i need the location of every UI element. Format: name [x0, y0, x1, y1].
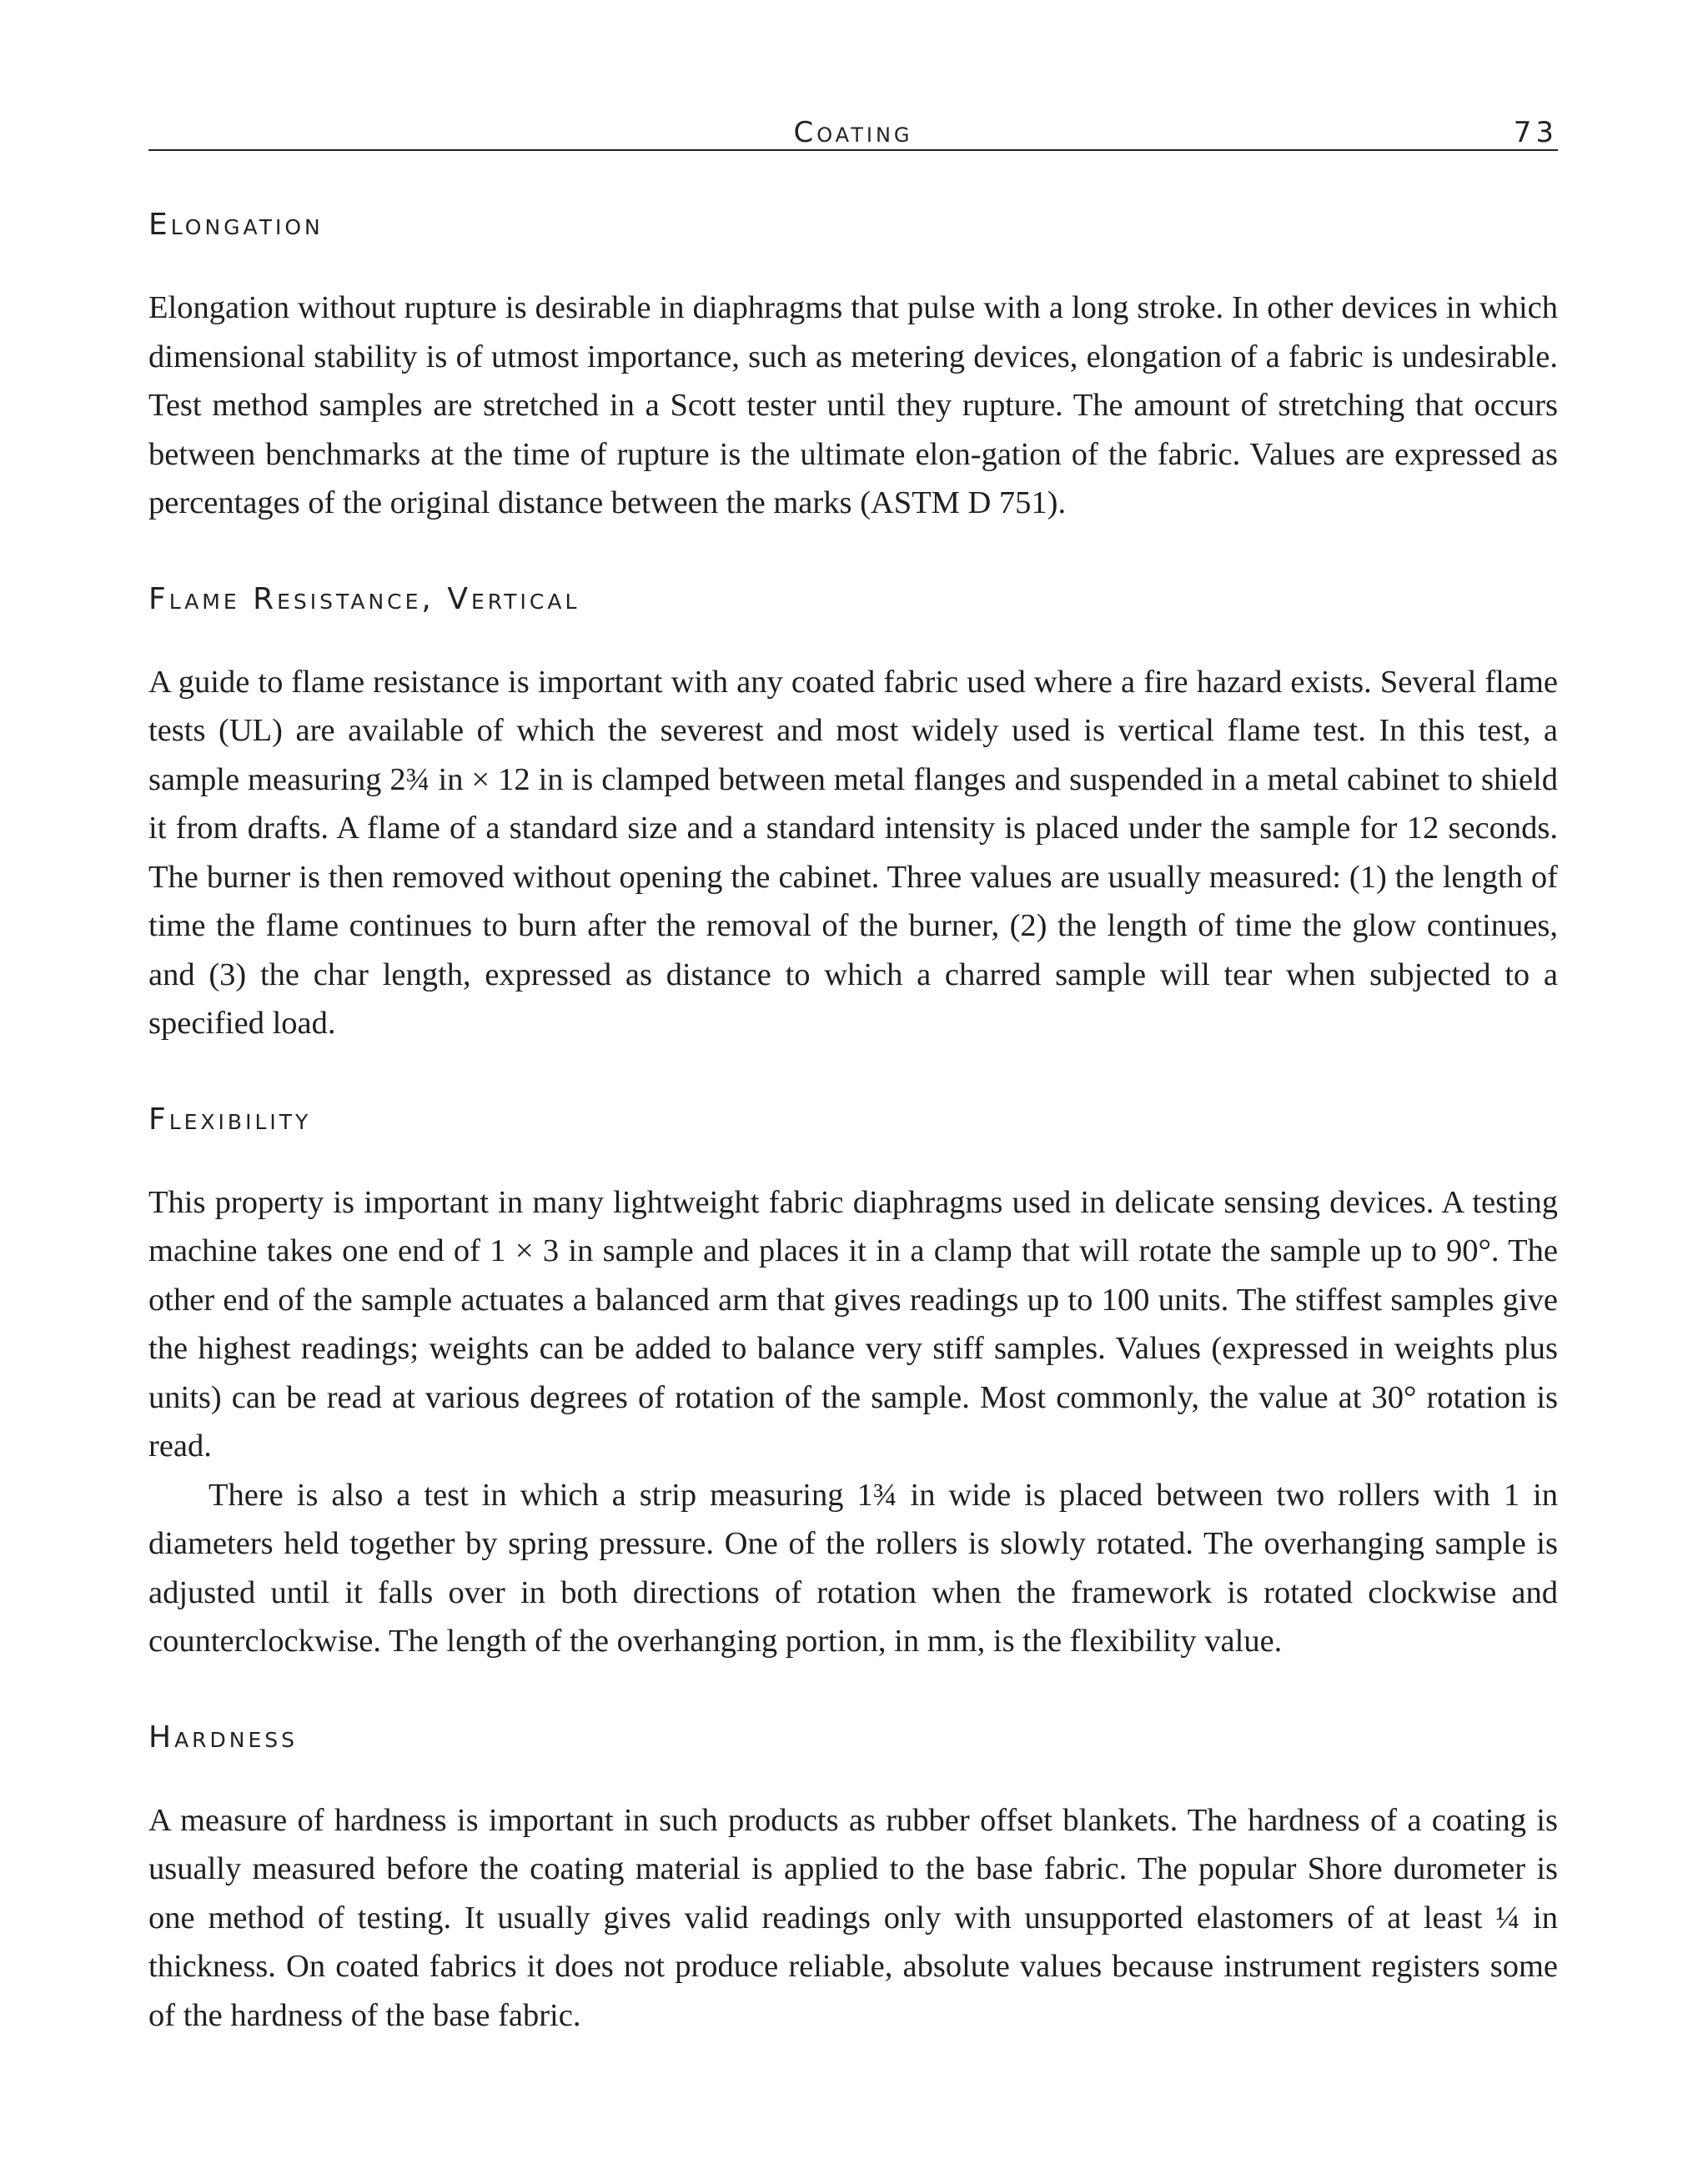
running-header — [148, 116, 1558, 151]
section-flexibility — [148, 1100, 1558, 1666]
section-hardness — [148, 1718, 1558, 2041]
section-heading: Elongation — [148, 208, 324, 242]
page-number: 73 — [1513, 116, 1558, 149]
section-paragraph: A measure of hardness is important in such products as rubber offset blankets. The hardness of a coating is usually measured before the coating material is applied to the base fabric. The popular Shore durometer is one method of testing. It usually gives valid readings only with unsupported elastomers of at least ¼ in thickness. On coated fabrics it does not produce reliable, absolute values because instrument registers some of the hardness of the base fabric. — [148, 1802, 1558, 2033]
section-paragraph: A guide to flame resistance is important with any coated fabric used where a fire hazard exists. Several flame tests (UL) are available of which the severest and most widely used is vertical flame test. In this test, a sample measuring 2¾ in × 12 in is clamped between metal flanges and suspended in a metal cabinet to shield it from drafts. A flame of a standard size and a standard intensity is placed under the sample for 12 seconds. The burner is then removed without opening the cabinet. Three values are usually measured: (1) the length of time the flame continues to burn after the removal of the burner, (2) the length of time the glow continues, and (3) the char length, expressed as distance to which a charred sample will tear when subjected to a specified load. — [148, 664, 1558, 1041]
section-flame-resistance — [148, 580, 1558, 1048]
section-paragraph: This property is important in many lightweight fabric diaphragms used in delicate sensing devices. A testing machine takes one end of 1 × 3 in sample and places it in a clamp that will rotate the sample up to 90°. The other end of the sample actuates a balanced arm that gives readings up to 100 units. The stiffest samples give the highest readings; weights can be added to balance very stiff samples. Values (expressed in weights plus units) can be read at various degrees of rotation of the sample. Most commonly, the value at 30° rotation is read. — [148, 1184, 1558, 1464]
section-paragraph: There is also a test in which a strip measuring 1¾ in wide is placed between two rollers with 1 in diameters held together by spring pressure. One of the rollers is slowly rotated. The overhanging sample is adjusted until it falls over in both directions of rotation when the framework is rotated clockwise and counterclockwise. The length of the overhanging portion, in mm, is the flexibility value. — [148, 1477, 1558, 1659]
section-elongation — [148, 205, 1558, 528]
section-heading: Hardness — [148, 1720, 299, 1755]
running-title: Coating — [793, 116, 913, 149]
section-paragraph: Elongation without rupture is desirable in diaphragms that pulse with a long stroke. In other devices in which dimensional stability is of utmost importance, such as metering devices, elongation of a fabric is undesirable. Test method samples are stretched in a Scott tester until they rupture. The amount of stretching that occurs between benchmarks at the time of rupture is the ultimate elon-gation of the fabric. Values are expressed as percentages of the original distance between the marks (ASTM D 751). — [148, 290, 1558, 520]
section-heading: Flexibility — [148, 1102, 312, 1137]
page-body — [148, 205, 1558, 2040]
section-heading: Flame Resistance, Vertical — [148, 581, 580, 616]
